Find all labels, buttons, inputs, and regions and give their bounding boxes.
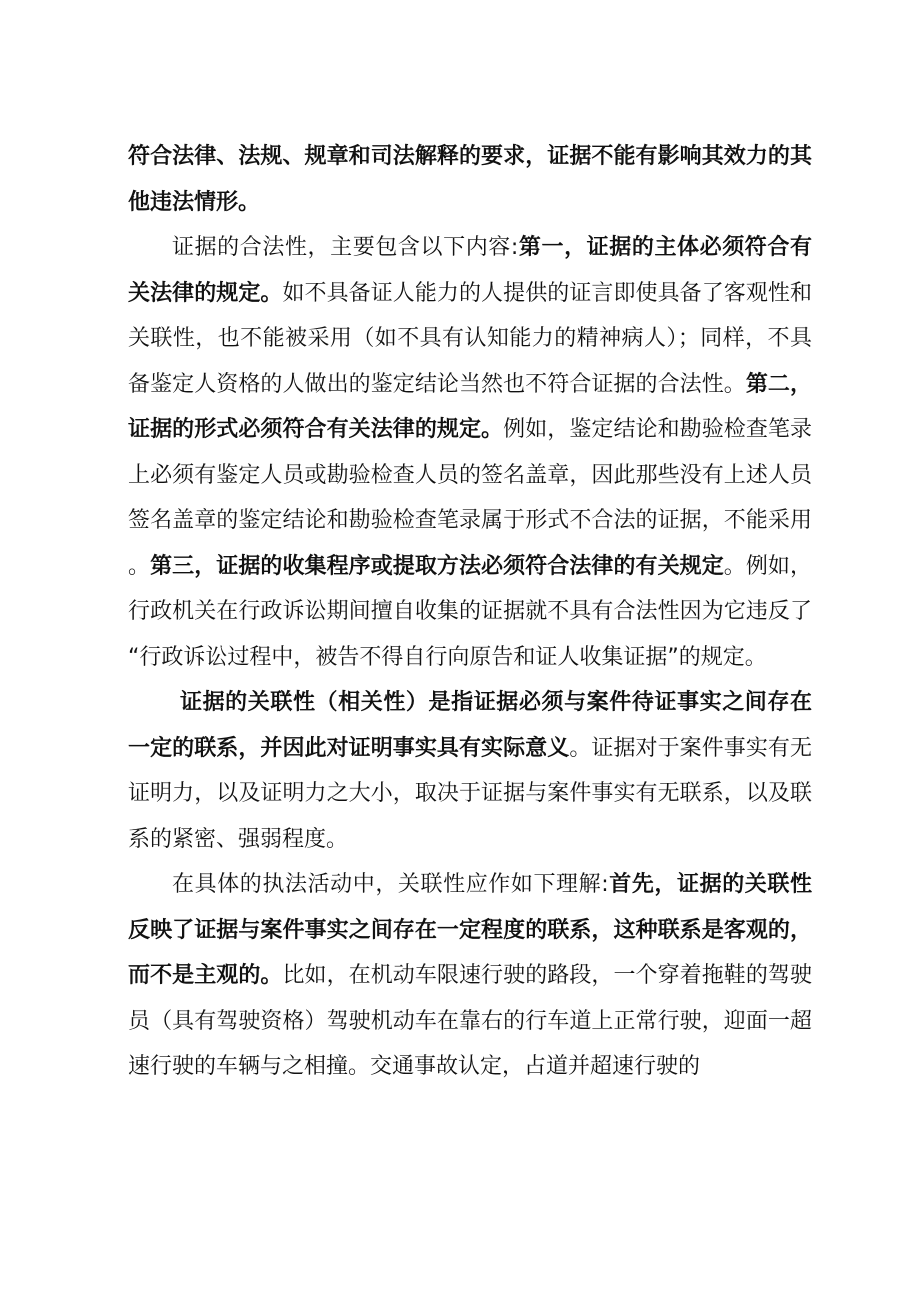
paragraph-2: [128, 225, 812, 680]
bold-text: 首先，证据的关联性反映了证据与案件事实之间存在一定程度的联系，这种联系是客观的，而不是主观的。: [128, 872, 812, 988]
body-text: 在具体的执法活动中，关联性应作如下理解:: [172, 872, 609, 897]
body-text: 证据的合法性，主要包含以下内容:: [172, 235, 519, 260]
paragraph-1: [128, 134, 812, 225]
bold-text: 第三，证据的收集程序或提取方法必须符合法律的有关规定: [150, 553, 724, 579]
bold-text: 第二，证据的形式必须符合有关法律的规定。: [128, 371, 812, 442]
body-text: 比如，在机动车限速行驶的路段，一个穿着拖鞋的驾驶员（具有驾驶资格）驾驶机动车在靠右的行车道上正常行驶，迎面一超速行驶的车辆与之相撞。交通事故认定，占道并超速行驶的: [128, 963, 812, 1079]
body-text: 。例如，行政机关在行政诉讼期间擅自收集的证据就不具有合法性因为它违反了“行政诉讼过程中，被告不得自行向原告和证人收集证据”的规定。: [128, 553, 812, 670]
body-text: 如不具备证人能力的人提供的证言即使具备了客观性和关联性，也不能被采用（如不具有认知能力的精神病人）；同样，不具备鉴定人资格的人做出的鉴定结论当然也不符合证据的合法性。: [128, 280, 812, 397]
bold-text: 第一，证据的主体必须符合有关法律的规定。: [128, 235, 812, 306]
body-text: 例如，鉴定结论和勘验检查笔录上必须有鉴定人员或勘验检查人员的签名盖章，因此那些没有上述人员签名盖章的鉴定结论和勘验检查笔录属于形式不合法的证据，不能采用。: [128, 417, 812, 579]
body-text: 。证据对于案件事实有无证明力，以及证明力之大小，取决于证据与案件事实有无联系，以及联系的紧密、强弱程度。: [128, 735, 812, 852]
document-page: [128, 134, 812, 1090]
paragraph-4: [128, 862, 812, 1090]
bold-text: 符合法律、法规、规章和司法解释的要求，证据不能有影响其效力的其他违法情形。: [128, 144, 812, 215]
paragraph-3: [128, 680, 812, 862]
bold-text: 证据的关联性（相关性）是指证据必须与案件待证事实之间存在一定的联系，并因此对证明事实具有实际意义: [128, 690, 812, 761]
